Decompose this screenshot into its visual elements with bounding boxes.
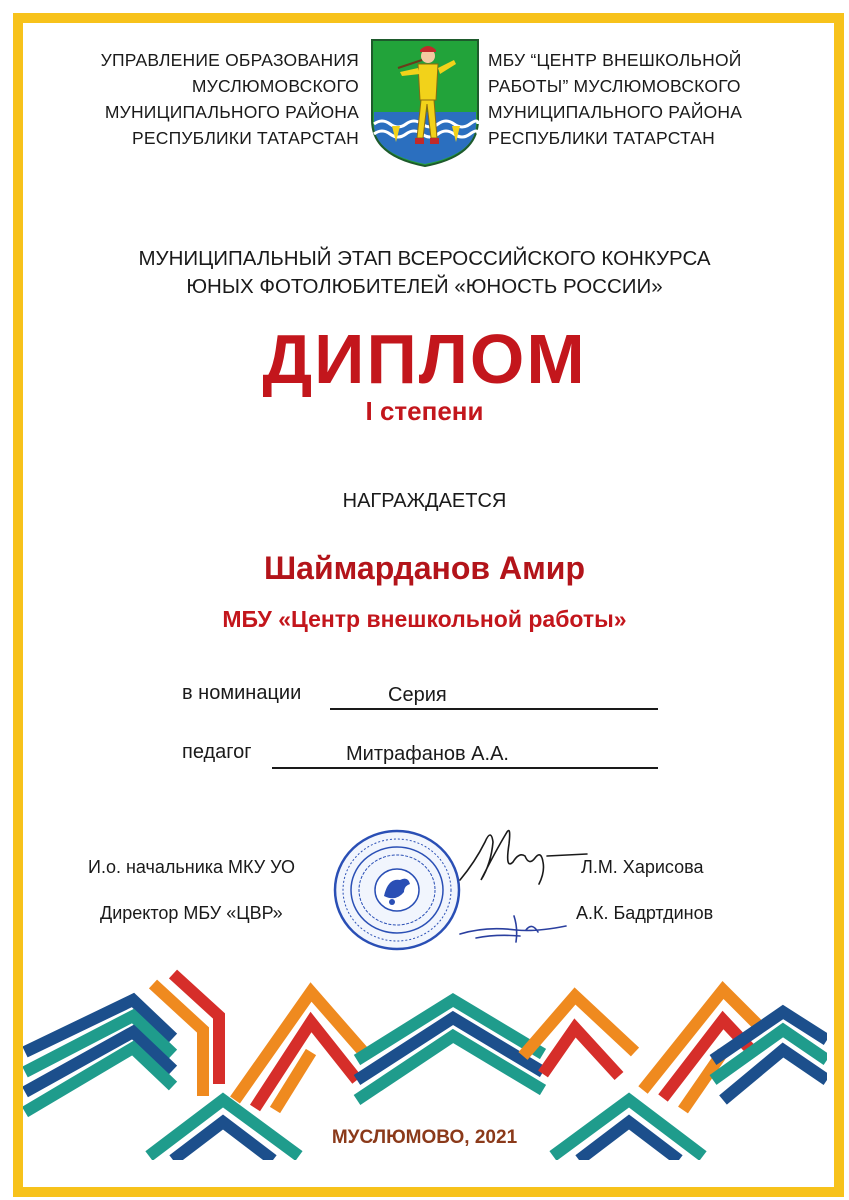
nomination-value: Серия	[388, 684, 447, 706]
nomination-label: в номинации	[182, 682, 302, 704]
contest-title-line: ЮНЫХ ФОТОЛЮБИТЕЛЕЙ «ЮНОСТЬ РОССИИ»	[186, 275, 663, 298]
issuer-left-line: МУСЛЮМОВСКОГО	[191, 76, 359, 96]
diploma-title: ДИПЛОМ	[262, 320, 587, 398]
place-and-year: МУСЛЮМОВО, 2021	[331, 1127, 518, 1148]
issuer-left-line: РЕСПУБЛИКИ ТАТАРСТАН	[131, 128, 359, 148]
signature-image	[456, 908, 571, 944]
teacher-field	[272, 743, 658, 769]
issuer-left-line: МУНИЦИПАЛЬНОГО РАЙОНА	[104, 102, 359, 122]
coat-of-arms-icon	[370, 38, 480, 168]
contest-title	[0, 245, 849, 301]
issuer-right-line: МУНИЦИПАЛЬНОГО РАЙОНА	[488, 102, 743, 122]
nomination-field	[330, 684, 658, 710]
issuer-left	[39, 47, 359, 151]
signatory-role: И.о. начальника МКУ УО	[88, 857, 296, 877]
recipient-organization: МБУ «Центр внешкольной работы»	[222, 606, 627, 632]
diploma-degree: I степени	[365, 396, 484, 426]
signature-image	[455, 822, 590, 892]
signatory-name: А.К. Бадртдинов	[576, 903, 714, 923]
issuer-left-line: УПРАВЛЕНИЕ ОБРАЗОВАНИЯ	[100, 50, 359, 70]
official-seal-icon	[332, 828, 462, 952]
teacher-label: педагог	[182, 741, 252, 763]
issuer-right-line: МБУ “ЦЕНТР ВНЕШКОЛЬНОЙ	[488, 50, 742, 70]
issuer-right	[488, 47, 808, 151]
signatory-role: Директор МБУ «ЦВР»	[100, 903, 283, 923]
teacher-value: Митрафанов А.А.	[346, 743, 509, 765]
awarded-label: НАГРАЖДАЕТСЯ	[342, 490, 507, 512]
signatory-name: Л.М. Харисова	[581, 857, 704, 877]
issuer-right-line: РАБОТЫ” МУСЛЮМОВСКОГО	[488, 76, 741, 96]
contest-title-line: МУНИЦИПАЛЬНЫЙ ЭТАП ВСЕРОССИЙСКОГО КОНКУРСА	[138, 247, 711, 270]
recipient-name: Шаймарданов Амир	[264, 550, 585, 586]
issuer-right-line: РЕСПУБЛИКИ ТАТАРСТАН	[488, 128, 716, 148]
